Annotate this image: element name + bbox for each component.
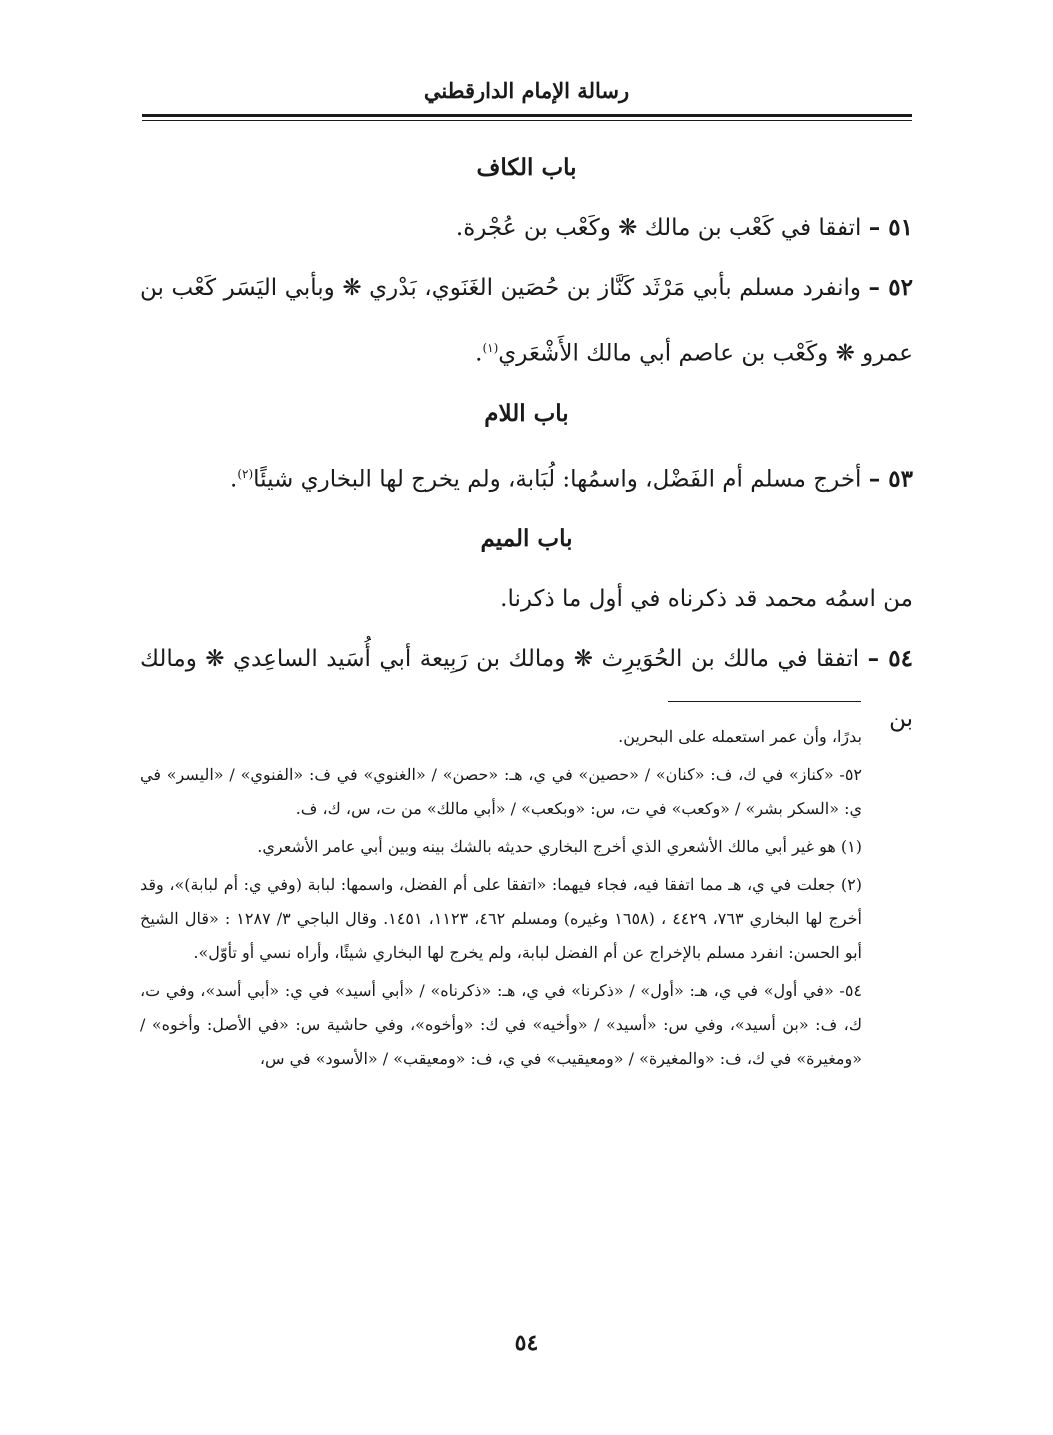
footnote-continuation: بدرًا، وأن عمر استعمله على البحرين. <box>618 727 862 746</box>
variant-note-52: ٥٢- «كناز» في ك، ف: «كنان» / «حصين» في ي، هـ: «حصن» / «الغنوي» في ف: «الفنوي» / «اليسر» في ي: «السكر بشر» / «وكعب» في ت، س: «وبكعب» / «أبي مالك» من ت، س، ك، ف. <box>140 765 862 818</box>
footnote-separator <box>668 701 861 702</box>
variant-note-54: ٥٤- «في أول» في ي، هـ: «أول» / «ذكرنا» في ي، هـ: «ذكرناه» / «أبي أسيد» في ي: «أبي أسد»، وفي ت، ك، ف: «بن أسيد»، وفي س: «أسيد» / «وأخيه» في ك: «وأخوه»، وفي حاشية س: «في الأصل: وأخوه» / «ومغيرة» في ك، ف: «والمغيرة» / «ومعيقيب» في ي، ف: «ومعيقب» / «الأسود» في س، <box>140 981 862 1068</box>
footnote-ref: (١) <box>482 341 499 355</box>
footnote-2: (٢) جعلت في ي، هـ مما اتفقا فيه، فجاء فيهما: «اتفقا على أم الفضل، واسمها: لبابة (وفي ي: أم لبابة)»، وقد أخرج لها البخاري ٧٦٣، ٤٤٢٩ ، (١٦٥٨ وغيره) ومسلم ٤٦٢، ١١٢٣، ١٤٥١. وقال الباجي ٣/ ١٢٨٧ : «قال الشيخ أبو الحسن: انفرد مسلم بالإخراج عن أم الفضل لبابة، ولم يخرج لها البخاري شيئًا، وأراه نسي أو تأوّل». <box>140 875 863 962</box>
entry-number: ٥٣ – <box>868 465 913 493</box>
entry-number: ٥٢ – <box>868 274 914 301</box>
entry-text: أخرج مسلم أم الفَضْل، واسمُها: لُبَابة، ولم يخرج لها البخاري شيئًا <box>253 466 862 493</box>
entry-end: . <box>475 340 483 367</box>
page-number: ٥٤ <box>514 1330 539 1356</box>
entry-number: ٥١ – <box>868 214 913 241</box>
header-rule-thin <box>142 120 912 121</box>
running-header: رسالة الإمام الدارقطني <box>423 78 630 103</box>
footnotes <box>140 720 862 1080</box>
section-heading-mim: باب الميم <box>480 525 573 553</box>
entry-51 <box>140 198 913 258</box>
entry-text: اتفقا في مالك بن الحُوَيرِث ❋ ومالك بن رَبِيعة أبي أُسَيد الساعِدي ❋ ومالك بن <box>140 646 913 733</box>
entry-end: . <box>230 466 238 493</box>
entry-text: اتفقا في كَعْب بن مالك ❋ وكَعْب بن عُجْرة. <box>455 215 862 241</box>
entry-53 <box>140 444 913 510</box>
footnote-1: (١) هو غير أبي مالك الأشعري الذي أخرج البخاري حديثه بالشك بينه وبين أبي عامر الأشعري. <box>257 837 862 856</box>
entry-52 <box>140 258 913 384</box>
entry-number: ٥٤ – <box>867 645 913 673</box>
section-heading-kaf: باب الكاف <box>476 154 577 181</box>
section-heading-lam: باب اللام <box>484 399 569 427</box>
footnote-ref: (٢) <box>237 466 254 481</box>
mim-intro: من اسمُه محمد قد ذكرناه في أول ما ذكرنا. <box>500 586 913 613</box>
entry-text: وانفرد مسلم بأبي مَرْثَد كَنَّاز بن حُصَين الغَنَوي، بَدْري ❋ وبأبي اليَسَر كَعْب بن عمرو ❋ وكَعْب بن عاصم أبي مالك الأَشْعَري <box>140 275 913 367</box>
main-text <box>140 138 913 749</box>
header-rule-thick <box>142 114 912 117</box>
